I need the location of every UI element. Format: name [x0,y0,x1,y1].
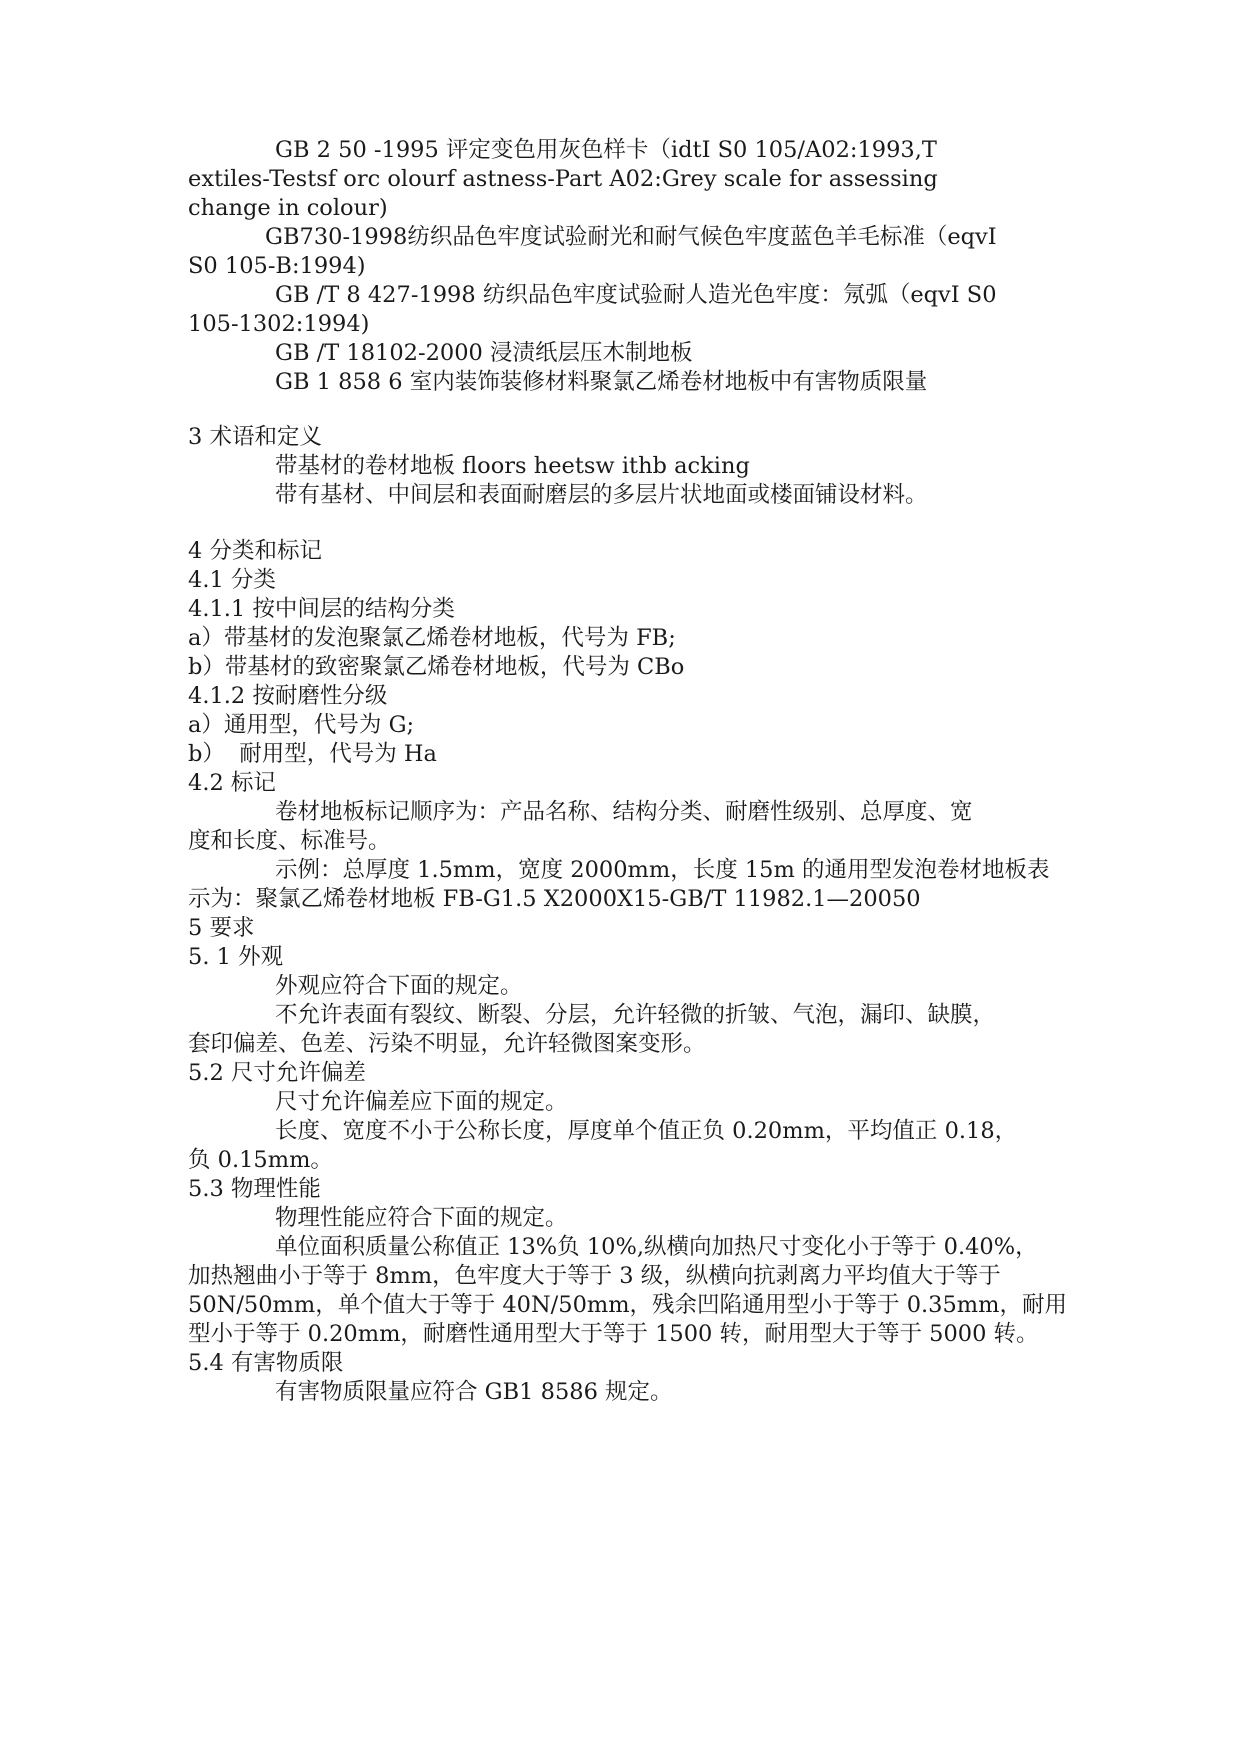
section-heading: 5 要求 [188,915,255,941]
paragraph-line: 示为：聚氯乙烯卷材地板 FB-G1.5 X2000X15-GB/T 11982.1—20050 [188,886,921,912]
section-heading: 3 术语和定义 [188,424,322,450]
subsection-heading: 4.1.1 按中间层的结构分类 [188,596,455,622]
paragraph-line: 外观应符合下面的规定。 [275,973,523,999]
reference-line: GB730-1998纺织品色牢度试验耐光和耐气候色牢度蓝色羊毛标准（eqvI [265,224,997,250]
paragraph-line: 单位面积质量公称值正 13%负 10%,纵横向加热尺寸变化小于等于 0.40%， [275,1234,1038,1260]
reference-line: GB 2 50 -1995 评定变色用灰色样卡（idtI S0 105/A02:1993,T [275,137,937,163]
subsection-heading: 5.4 有害物质限 [188,1350,344,1376]
subsection-heading: 5.3 物理性能 [188,1176,321,1202]
paragraph-line: 加热翘曲小于等于 8mm，色牢度大于等于 3 级，纵横向抗剥离力平均值大于等于 [188,1263,1001,1289]
list-item: a）通用型，代号为 G; [188,712,415,738]
subsection-heading: 4.1 分类 [188,567,276,593]
paragraph-line: 卷材地板标记顺序为：产品名称、结构分类、耐磨性级别、总厚度、宽 [275,799,973,825]
paragraph-line: 负 0.15mm。 [188,1147,333,1173]
subsection-heading: 5. 1 外观 [188,944,284,970]
reference-line: GB /T 18102-2000 浸渍纸层压木制地板 [275,340,693,366]
paragraph-line: 不允许表面有裂纹、断裂、分层，允许轻微的折皱、气泡，漏印、缺膜， [275,1002,996,1028]
paragraph-line: 有害物质限量应符合 GB1 8586 规定。 [275,1379,673,1405]
paragraph-line: 度和长度、标准号。 [188,828,391,854]
paragraph-line: 50N/50mm，单个值大于等于 40N/50mm，残余凹陷通用型小于等于 0.35mm，耐用 [188,1292,1067,1318]
reference-line: 105-1302:1994) [188,311,370,337]
subsection-heading: 4.2 标记 [188,770,276,796]
reference-line: S0 105-B:1994) [188,253,366,279]
reference-line: change in colour) [188,195,388,221]
term-line: 带基材的卷材地板 floors heetsw ithb acking [275,453,750,479]
list-item: b）带基材的致密聚氯乙烯卷材地板，代号为 CBo [188,654,685,680]
paragraph-line: 尺寸允许偏差应下面的规定。 [275,1089,568,1115]
reference-line: extiles-Testsf orc olourf astness-Part A02:Grey scale for assessing [188,166,938,192]
subsection-heading: 4.1.2 按耐磨性分级 [188,683,388,709]
list-item: a）带基材的发泡聚氯乙烯卷材地板，代号为 FB; [188,625,676,651]
paragraph-line: 物理性能应符合下面的规定。 [275,1205,568,1231]
definition-line: 带有基材、中间层和表面耐磨层的多层片状地面或楼面铺设材料。 [275,482,928,508]
paragraph-line: 套印偏差、色差、污染不明显，允许轻微图案变形。 [188,1031,706,1057]
subsection-heading: 5.2 尺寸允许偏差 [188,1060,366,1086]
paragraph-line: 示例：总厚度 1.5mm，宽度 2000mm，长度 15m 的通用型发泡卷材地板表 [275,857,1050,883]
list-item: b） 耐用型，代号为 Ha [188,741,437,767]
reference-line: GB 1 858 6 室内装饰装修材料聚氯乙烯卷材地板中有害物质限量 [275,369,928,395]
paragraph-line: 型小于等于 0.20mm，耐磨性通用型大于等于 1500 转，耐用型大于等于 5000 转。 [188,1321,1039,1347]
section-heading: 4 分类和标记 [188,538,322,564]
reference-line: GB /T 8 427-1998 纺织品色牢度试验耐人造光色牢度：氖弧（eqvI S0 [275,282,997,308]
paragraph-line: 长度、宽度不小于公称长度，厚度单个值正负 0.20mm，平均值正 0.18， [275,1118,1018,1144]
